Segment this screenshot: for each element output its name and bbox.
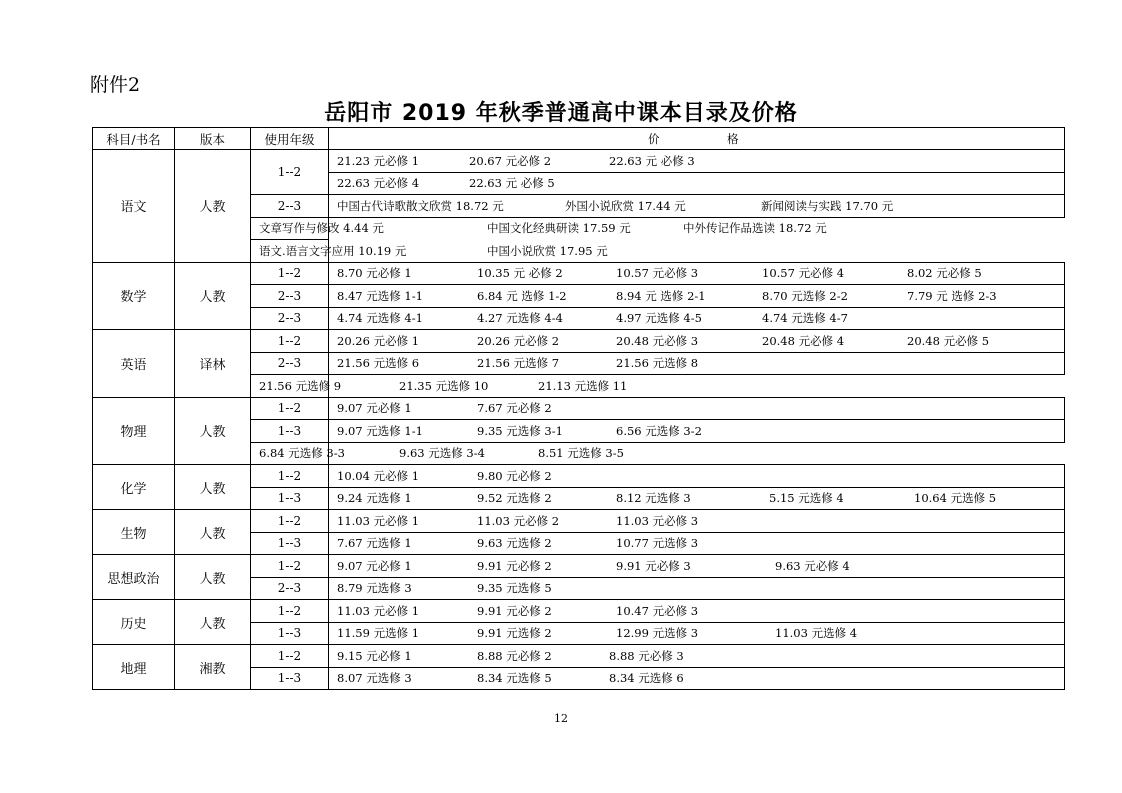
grade-cell: 1--3 (251, 667, 329, 690)
grade-cell: 2--3 (251, 285, 329, 308)
edition-cell: 人教 (175, 262, 251, 330)
price-item: 8.12 元选修 3 (616, 491, 691, 506)
price-cell (329, 555, 1065, 578)
price-cell (329, 262, 1065, 285)
price-cell (329, 577, 1065, 600)
price-item: 10.57 元必修 4 (762, 266, 845, 281)
edition-cell: 人教 (175, 600, 251, 645)
price-item: 21.35 元选修 10 (399, 378, 489, 393)
price-item: 8.34 元选修 5 (477, 671, 552, 686)
grade-cell: 1--3 (251, 622, 329, 645)
table-row (93, 465, 1065, 488)
price-item: 10.77 元选修 3 (616, 536, 699, 551)
price-item: 7.67 元选修 1 (337, 536, 412, 551)
price-item: 9.07 元必修 1 (337, 558, 412, 573)
price-cell (329, 622, 1065, 645)
subject-cell: 历史 (93, 600, 175, 645)
table-row (93, 262, 1065, 285)
price-item: 11.03 元必修 1 (337, 513, 420, 528)
table-row (93, 510, 1065, 533)
price-cell (329, 510, 1065, 533)
subject-cell: 生物 (93, 510, 175, 555)
price-item: 9.07 元必修 1 (337, 401, 412, 416)
price-item: 10.47 元必修 3 (616, 603, 699, 618)
price-item: 11.03 元必修 2 (477, 513, 560, 528)
price-cell (329, 307, 1065, 330)
subject-cell: 语文 (93, 150, 175, 263)
price-item: 10.04 元必修 1 (337, 468, 420, 483)
price-item: 9.63 元选修 3-4 (399, 446, 485, 461)
price-item: 7.67 元必修 2 (477, 401, 552, 416)
edition-cell: 人教 (175, 555, 251, 600)
price-item: 中国文化经典研读 17.59 元 (487, 221, 631, 236)
table-row (93, 150, 1065, 173)
price-item: 8.51 元选修 3-5 (538, 446, 624, 461)
price-cell (329, 420, 1065, 443)
price-cell (329, 285, 1065, 308)
price-item: 8.88 元必修 2 (477, 648, 552, 663)
price-item: 20.48 元必修 3 (616, 333, 699, 348)
price-item: 4.27 元选修 4-4 (477, 311, 563, 326)
price-item: 中国小说欣赏 17.95 元 (487, 243, 608, 258)
header-subject: 科目/书名 (93, 128, 175, 150)
price-item: 6.56 元选修 3-2 (616, 423, 702, 438)
price-item: 10.57 元必修 3 (616, 266, 699, 281)
price-item: 文章写作与修改 4.44 元 (259, 221, 384, 236)
page-title: 岳阳市 2019 年秋季普通高中课本目录及价格 (324, 101, 798, 126)
subject-cell: 数学 (93, 262, 175, 330)
price-item: 20.48 元必修 5 (907, 333, 990, 348)
price-item: 21.13 元选修 11 (538, 378, 628, 393)
price-item: 9.91 元必修 2 (477, 558, 552, 573)
grade-cell: 2--3 (251, 352, 329, 375)
price-cell (329, 195, 1065, 218)
grade-cell: 1--2 (251, 645, 329, 668)
price-item: 9.07 元选修 1-1 (337, 423, 423, 438)
price-cell (329, 172, 1065, 195)
header-price-char-1: 价 (648, 131, 660, 146)
price-cell (329, 150, 1065, 173)
price-item: 8.07 元选修 3 (337, 671, 412, 686)
price-cell (329, 532, 1065, 555)
header-grade: 使用年级 (251, 128, 329, 150)
price-item: 8.47 元选修 1-1 (337, 288, 423, 303)
grade-cell: 1--3 (251, 532, 329, 555)
price-cell (329, 487, 1065, 510)
price-item: 9.63 元选修 2 (477, 536, 552, 551)
price-cell (329, 465, 1065, 488)
grade-cell: 2--3 (251, 195, 329, 218)
price-item: 8.94 元 选修 2-1 (616, 288, 706, 303)
price-item: 20.48 元必修 4 (762, 333, 845, 348)
page-number: 12 (554, 712, 568, 725)
price-item: 21.56 元选修 6 (337, 356, 420, 371)
price-item: 22.63 元必修 4 (337, 176, 420, 191)
grade-cell: 2--3 (251, 577, 329, 600)
price-item: 20.67 元必修 2 (469, 153, 552, 168)
table-row (93, 555, 1065, 578)
price-cell (329, 330, 1065, 353)
price-item: 11.03 元必修 3 (616, 513, 699, 528)
edition-cell: 湘教 (175, 645, 251, 690)
price-item: 语文.语言文字应用 10.19 元 (259, 243, 407, 258)
price-item: 11.03 元必修 1 (337, 603, 420, 618)
table-row (93, 600, 1065, 623)
attachment-label: 附件2 (90, 74, 141, 96)
edition-cell: 人教 (175, 397, 251, 465)
price-item: 6.84 元选修 3-3 (259, 446, 345, 461)
price-item: 21.56 元选修 8 (616, 356, 699, 371)
grade-cell: 1--2 (251, 397, 329, 420)
grade-cell: 1--2 (251, 555, 329, 578)
price-item: 11.59 元选修 1 (337, 626, 420, 641)
price-item: 20.26 元必修 1 (337, 333, 420, 348)
price-item: 8.02 元必修 5 (907, 266, 982, 281)
price-item: 外国小说欣赏 17.44 元 (565, 198, 686, 213)
price-cell (329, 600, 1065, 623)
price-item: 9.91 元必修 2 (477, 603, 552, 618)
table-row (93, 330, 1065, 353)
header-price-char-2: 格 (727, 131, 739, 146)
price-item: 新闻阅读与实践 17.70 元 (761, 198, 894, 213)
price-item: 6.84 元 选修 1-2 (477, 288, 567, 303)
table-header-row (93, 128, 1065, 150)
price-cell (251, 442, 624, 465)
price-item: 8.70 元选修 2-2 (762, 288, 848, 303)
edition-cell: 人教 (175, 465, 251, 510)
price-item: 4.74 元选修 4-7 (762, 311, 848, 326)
table-body (93, 150, 1065, 690)
grade-cell: 1--2 (251, 150, 329, 195)
price-item: 21.23 元必修 1 (337, 153, 420, 168)
subject-cell: 物理 (93, 397, 175, 465)
price-item: 8.79 元选修 3 (337, 581, 412, 596)
price-item: 中国古代诗歌散文欣赏 18.72 元 (337, 198, 504, 213)
price-cell (329, 645, 1065, 668)
price-item: 5.15 元选修 4 (769, 491, 844, 506)
table-row (93, 397, 1065, 420)
price-cell (251, 217, 827, 240)
price-item: 9.15 元必修 1 (337, 648, 412, 663)
subject-cell: 地理 (93, 645, 175, 690)
price-item: 20.26 元必修 2 (477, 333, 560, 348)
price-item: 11.03 元选修 4 (775, 626, 858, 641)
subject-cell: 思想政治 (93, 555, 175, 600)
price-cell (329, 667, 1065, 690)
price-item: 21.56 元选修 7 (477, 356, 560, 371)
edition-cell: 人教 (175, 510, 251, 555)
grade-cell: 1--3 (251, 487, 329, 510)
price-cell (251, 375, 628, 398)
grade-cell: 1--2 (251, 330, 329, 353)
grade-cell: 1--2 (251, 600, 329, 623)
price-item: 4.74 元选修 4-1 (337, 311, 423, 326)
price-item: 8.88 元必修 3 (609, 648, 684, 663)
price-item: 8.70 元必修 1 (337, 266, 412, 281)
price-item: 7.79 元 选修 2-3 (907, 288, 997, 303)
price-item: 9.35 元选修 5 (477, 581, 552, 596)
price-item: 21.56 元选修 9 (259, 378, 342, 393)
price-item: 10.64 元选修 5 (914, 491, 997, 506)
price-item: 22.63 元 必修 5 (469, 176, 555, 191)
price-cell (329, 397, 1065, 420)
grade-cell: 2--3 (251, 307, 329, 330)
price-cell (329, 352, 1065, 375)
price-cell (251, 240, 608, 263)
grade-cell: 1--2 (251, 465, 329, 488)
price-item: 9.91 元选修 2 (477, 626, 552, 641)
grade-cell: 1--2 (251, 510, 329, 533)
price-item: 4.97 元选修 4-5 (616, 311, 702, 326)
textbook-price-table (92, 127, 1065, 690)
price-item: 9.63 元必修 4 (775, 558, 850, 573)
header-edition: 版本 (175, 128, 251, 150)
subject-cell: 英语 (93, 330, 175, 398)
price-item: 9.52 元选修 2 (477, 491, 552, 506)
price-item: 8.34 元选修 6 (609, 671, 684, 686)
grade-cell: 1--3 (251, 420, 329, 443)
price-item: 9.35 元选修 3-1 (477, 423, 563, 438)
price-item: 12.99 元选修 3 (616, 626, 699, 641)
table-row (93, 645, 1065, 668)
price-item: 9.24 元选修 1 (337, 491, 412, 506)
edition-cell: 人教 (175, 150, 251, 263)
price-item: 9.80 元必修 2 (477, 468, 552, 483)
subject-cell: 化学 (93, 465, 175, 510)
grade-cell: 1--2 (251, 262, 329, 285)
price-item: 10.35 元 必修 2 (477, 266, 563, 281)
edition-cell: 译林 (175, 330, 251, 398)
header-price (329, 128, 1065, 150)
price-item: 22.63 元 必修 3 (609, 153, 695, 168)
price-item: 9.91 元必修 3 (616, 558, 691, 573)
price-item: 中外传记作品选读 18.72 元 (683, 221, 827, 236)
